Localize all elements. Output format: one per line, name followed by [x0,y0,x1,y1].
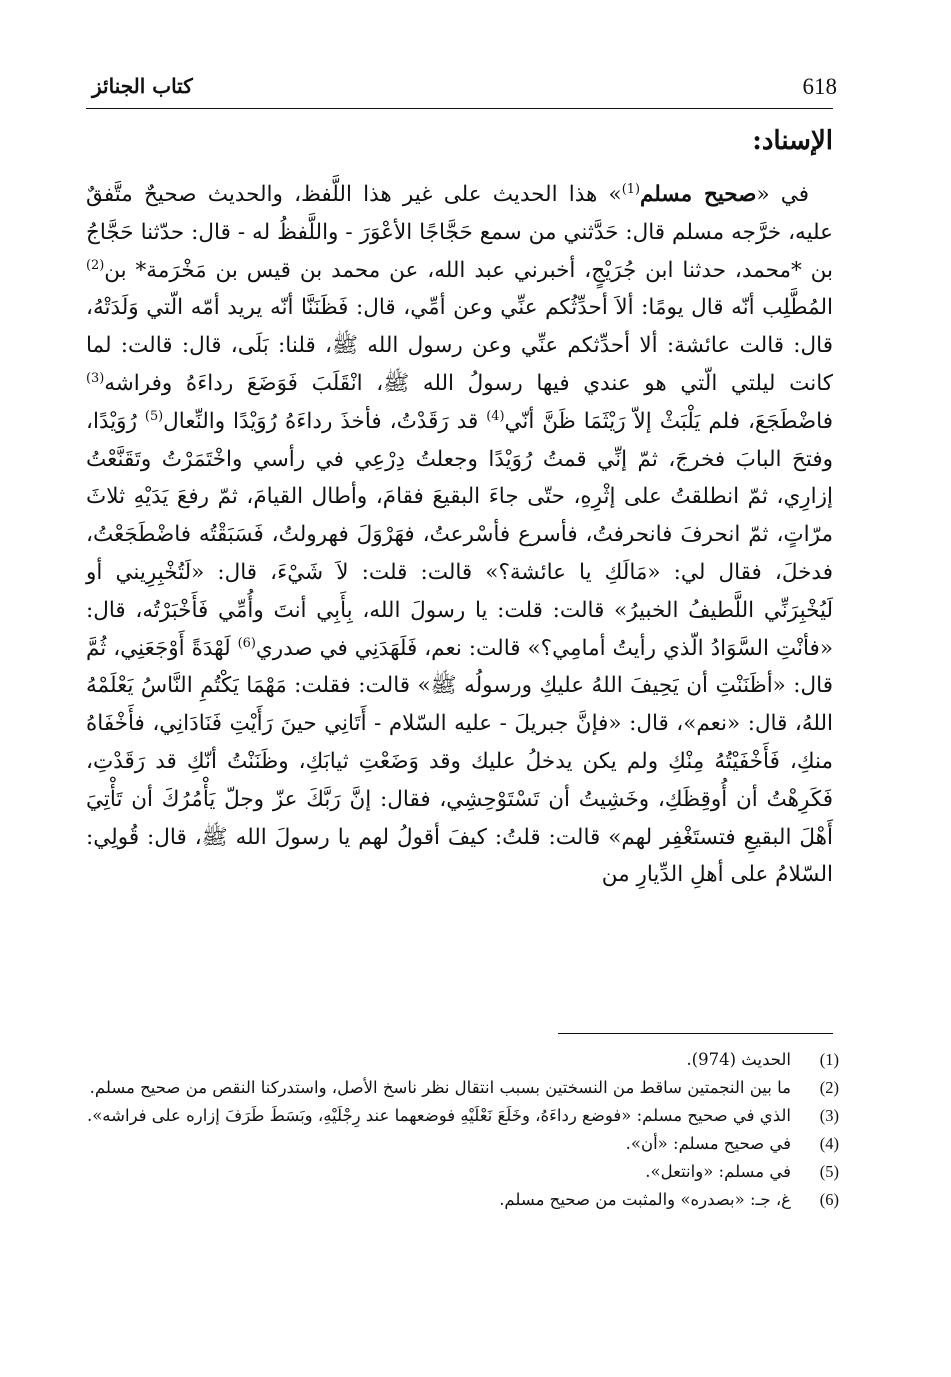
footnote-text: الحديث (974). [686,1050,791,1069]
footnote-text: غ، جـ: «بصدره» والمثبت من صحيح مسلم. [499,1190,791,1209]
footnote-text: في صحيح مسلم: «أن». [625,1134,791,1153]
footnote-item [86,1102,839,1129]
footnote-ref[interactable]: (5) [144,408,164,424]
main-text [86,176,833,894]
main-paragraph [86,176,833,894]
section-heading: الإسناد: [752,126,833,156]
footnote-ref[interactable]: (3) [86,370,105,386]
footnote-number: (4) [819,1134,839,1153]
footnote-text: الذي في صحيح مسلم: «فوضع رداءَهُ، وخَلَعَ نَعْلَيْهِ فوضعهما عند رِجْلَيْهِ، وبَسَطَ طَرَفَ إزاره على فراشه». [86,1106,791,1125]
text-run: في « [756,182,810,207]
page-header [86,68,837,109]
footnote-number: (2) [819,1078,839,1097]
footnote-item [86,1186,839,1213]
footnote-text: ما بين النجمتين ساقط من النسختين بسبب انتقال نظر ناسخ الأصل، واستدركنا النقص من صحيح مسلم. [89,1078,791,1097]
footnote-item [86,1046,839,1073]
footnote-text: في مسلم: «وانتعل». [645,1162,791,1181]
text-run: المُطَّلِب أنّه قال يومًا: ألاَ أحدِّثُكم عنِّي وعن أمِّي، قال: فَظَنَنَّا أنّه يريد أمّه الّتي وَلَدَتْهُ، قال: قالت عائشة: ألا أحدِّثكم عنِّي وعن رسول الله ﷺ، قلنا: بَلَى، قال: قالت: لما كانت ليلتي الّتي هو عندي فيها رسولُ الله ﷺ، انْقَلَبَ فَوَضَعَ رداءَهُ وفراشه [86,295,833,396]
footnote-item [86,1130,839,1157]
footnote-item [86,1158,839,1185]
footnote-item [86,1074,839,1101]
page-number: 618 [802,74,837,99]
text-run: » هذا الحديث على غير هذا اللَّفظ، والحديث صحيحٌ متَّفقٌ عليه، خرَّجه مسلم قال: حَدَّثني من سمع حَجَّاجًا الأعْوَرَ - واللَّفظُ له - قال: حدّثنا حَجَّاجُ بن *محمد، حدثنا ابن جُرَيْجٍ، أخبرني عبد الله، عن محمد بن قيس بن مَخْرَمة* بن [86,182,833,283]
source-title: صحيح مسلم [639,182,757,207]
text-run: قد رَقَدْتُ، فأخذَ رداءَهُ رُوَيْدًا والنِّعال [163,408,487,434]
text-run: لَهْدَةً أَوْجَعَنِي، ثُمَّ قال: «أظَنَنْتِ أن يَحِيفَ اللهُ عليكِ ورسولُه ﷺ» قالت: فقلت: مَهْمَا يَكْتُمِ النَّاسُ يَعْلَمْهُ اللهُ، قال: «نعم»، قال: «فإنَّ جبريلَ - عليه السّلام - أَتَانِي حينَ رَأَيْتِ فَنَادَانِي، فأَخْفَاهُ منكِ، فَأَخْفَيْتُهُ مِنْكِ ولم يكن يدخلُ عليك وقد وَضَعْتِ ثيابَكِ، وظَنَنْتُ أنّكِ قد رَقَدْتِ، فَكَرِهْتُ أن أُوقِظَكِ، وخَشِيتُ أن تَسْتَوْحِشِي، فقال: إنَّ رَبَّكَ عزّ وجلّ يَأْمُرُكَ أن تَأْتِيَ أَهْلَ البقيعِ فتستَغْفِر لهم» قالت: قلتُ: كيفَ أقولُ لهم يا رسولَ الله ﷺ، قال: قُولِي: السّلامُ على أهلِ الدِّيارِ من [86,635,833,888]
footnote-number: (3) [819,1106,839,1125]
footnote-divider [558,1033,833,1034]
footnotes [86,1046,839,1213]
text-run: رُوَيْدًا، وفتحَ البابَ فخرجَ، ثمّ إنِّي قمتُ رُوَيْدًا وجعلتُ دِرْعِي في رأسي واخْتَمَرْتُ وتَقَنَّعْتُ إزارِي، ثمّ انطلقتُ على إثْرِهِ، حتّى جاءَ البقيعَ فقامَ، وأطال القيامَ، ثمّ رفعَ يَدَيْهِ ثلاثَ مرّاتٍ، ثمّ انحرفَ فانحرفتُ، فأسرع فأسْرعتُ، فهَرْوَلَ فهرولتُ، فَسَبَقْتُه فاضْطَجَعْتُ، فدخلَ، فقال لي: «مَالَكِ يا عائشة؟» قالت: قلت: لاَ شَيْءَ، قال: «لَتُخْبِرِيني أو لَيُخْبِرَنِّي اللَّطيفُ الخبيرُ» قالت: قلت: يا رسولَ الله، بِأَبِي أنتَ وأُمِّي فَأَخْبَرْتُه، قال: «فأنْتِ السَّوَادُ الّذي رأيتُ أمامِي؟» قالت: نعم، فَلَهَدَنِي في صدري [86,408,833,661]
footnote-ref[interactable]: (4) [486,408,505,424]
footnote-ref[interactable]: (2) [86,257,105,273]
text-run: فاضْطَجَعَ، فلم يَلْبَثْ إلاّ رَيْثَمَا ظَنَّ أنّي [504,408,833,434]
footnote-ref[interactable]: (6) [237,635,256,651]
footnote-ref[interactable]: (1) [621,181,640,197]
footnote-number: (1) [819,1050,839,1069]
footnote-number: (6) [819,1190,839,1209]
footnote-number: (5) [819,1162,839,1181]
running-title: كتاب الجنائز [92,74,193,98]
